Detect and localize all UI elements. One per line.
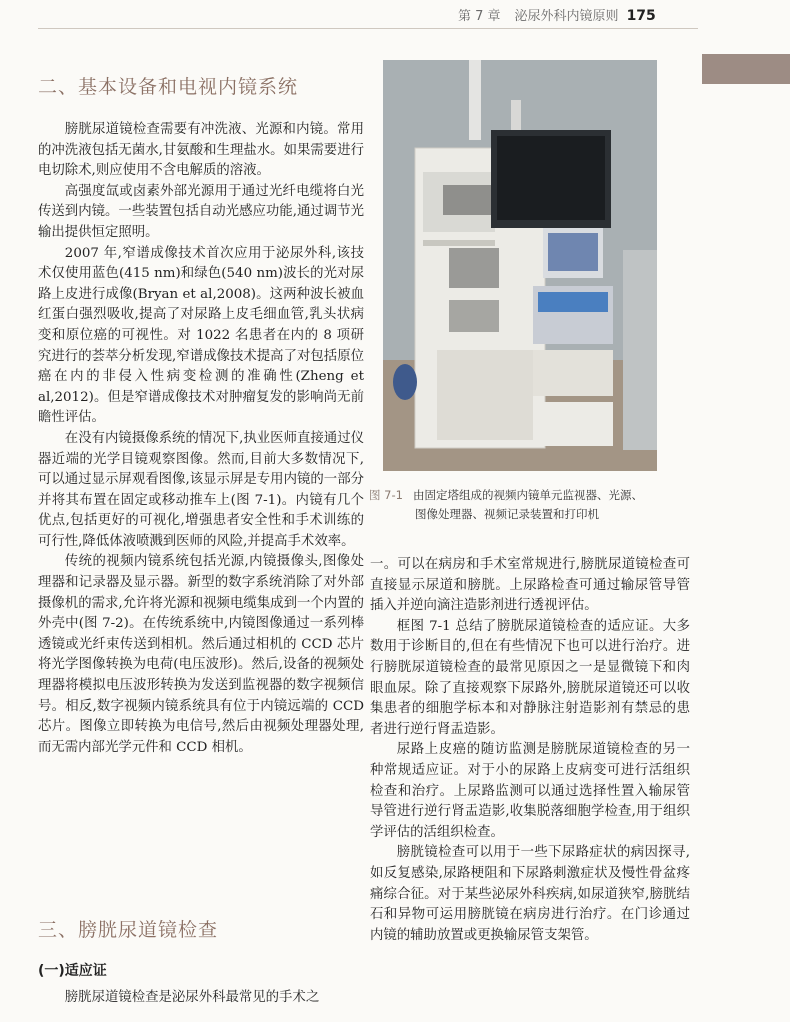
caption-line-2: 图像处理器、视频记录装置和打印机 [415, 507, 599, 521]
paragraph: 膀胱尿道镜检查需要有冲洗液、光源和内镜。常用的冲洗液包括无菌水,甘氨酸和生理盐水。如果需要进行电切除术,则应使用不含电解质的溶液。 [38, 122, 364, 179]
subheading-indications: (一)适应证 [38, 963, 107, 979]
figure-photo-endoscopy-tower [383, 60, 657, 471]
running-header [458, 5, 698, 24]
paragraph: 一。可以在病房和手术室常规进行,膀胱尿道镜检查可直接显示尿道和膀胱。上尿路检查可通过输尿管导管插入并逆向滴注造影剂进行透视评估。 [370, 557, 690, 614]
figure-caption [369, 486, 689, 524]
paragraph: 膀胱尿道镜检查是泌尿外科最常见的手术之 [64, 990, 320, 1005]
figure-label: 图 7-1 [369, 488, 403, 502]
paragraph: 尿路上皮癌的随访监测是膀胱尿道镜检查的另一种常规适应证。对于小的尿路上皮病变可进行活组织检查和治疗。上尿路监测可以通过选择性置入输尿管导管进行逆行肾盂造影,收集脱落细胞学检查,用于组织学评估的活组织检查。 [370, 742, 690, 840]
page-number: 175 [626, 8, 656, 24]
paragraph: 膀胱镜检查可以用于一些下尿路症状的病因探寻,如反复感染,尿路梗阻和下尿路刺激症状及慢性骨盆疼痛综合征。对于某些泌尿外科疾病,如尿道狭窄,膀胱结石和异物可运用膀胱镜在病房进行治疗。在门诊通过内镜的辅助放置或更换输尿管支架管。 [370, 845, 690, 943]
section-title-equipment: 二、基本设备和电视内镜系统 [38, 76, 299, 98]
paragraph: 2007 年,窄谱成像技术首次应用于泌尿外科,该技术仅使用蓝色(415 nm)和绿色(540 nm)波长的光对尿路上皮进行成像(Bryan et al,2008)。这两种波长被血红蛋白强烈吸收,提高了对尿路上皮毛细血管,乳头状病变和原位癌的可视性。对 1022 名患者在内的 8 项研究进行的荟萃分析发现,窄谱成像技术提高了对包括原位癌在内的非侵入性病变检测的准确性(Zheng et al,2012)。但是窄谱成像技术对肿瘤复发的影响尚无前瞻性评估。 [38, 245, 364, 426]
paragraph: 在没有内镜摄像系统的情况下,执业医师直接通过仪器近端的光学目镜观察图像。然而,目前大多数情况下,可以通过显示屏观看图像,该显示屏是专用内镜的一部分并将其布置在固定或移动推车上(图 7-1)。内镜有几个优点,包括更好的可视化,增强患者安全性和手术训练的可行性,降低体液喷溅到医师的风险,并提高手术效率。 [38, 430, 364, 549]
chapter-thumb-tab [702, 54, 790, 84]
left-column [38, 120, 364, 758]
section-title-cystoscopy: 三、膀胱尿道镜检查 [38, 919, 219, 941]
left-column-tail [38, 988, 364, 1009]
chapter-title: 泌尿外科内镜原则 [514, 9, 619, 24]
paragraph: 框图 7-1 总结了膀胱尿道镜检查的适应证。大多数用于诊断目的,但在有些情况下也可以进行治疗。进行膀胱尿道镜检查的最常见原因之一是显微镜下和肉眼血尿。除了直接观察下尿路外,膀胱尿道镜还可以收集患者的细胞学标本和对静脉注射造影剂有禁忌的患者进行逆行肾盂造影。 [370, 618, 690, 737]
paragraph: 传统的视频内镜系统包括光源,内镜摄像头,图像处理器和记录器及显示器。新型的数字系统消除了对外部摄像机的需求,允许将光源和视频电缆集成到一个内置的外壳中(图 7-2)。在传统系统中,内镜图像通过一系列棒透镜或光纤束传送到相机。然后通过相机的 CCD 芯片将光学图像转换为电荷(电压波形)。然后,设备的视频处理器将模拟电压波形转换为发送到监视器的数字视频信号。相反,数字视频内镜系统具有位于内镜远端的 CCD 芯片。图像立即转换为电信号,然后由视频处理器处理,而无需内部光学元件和 CCD 相机。 [38, 554, 364, 755]
paragraph: 高强度氙或卤素外部光源用于通过光纤电缆将白光传送到内镜。一些装置包括自动光感应功能,通过调节光输出提供恒定照明。 [38, 183, 364, 240]
right-column [370, 555, 690, 946]
header-rule [38, 28, 698, 29]
chapter-number: 第 7 章 [458, 9, 501, 24]
caption-line-1: 由固定塔组成的视频内镜单元监视器、光源、 [412, 488, 643, 502]
